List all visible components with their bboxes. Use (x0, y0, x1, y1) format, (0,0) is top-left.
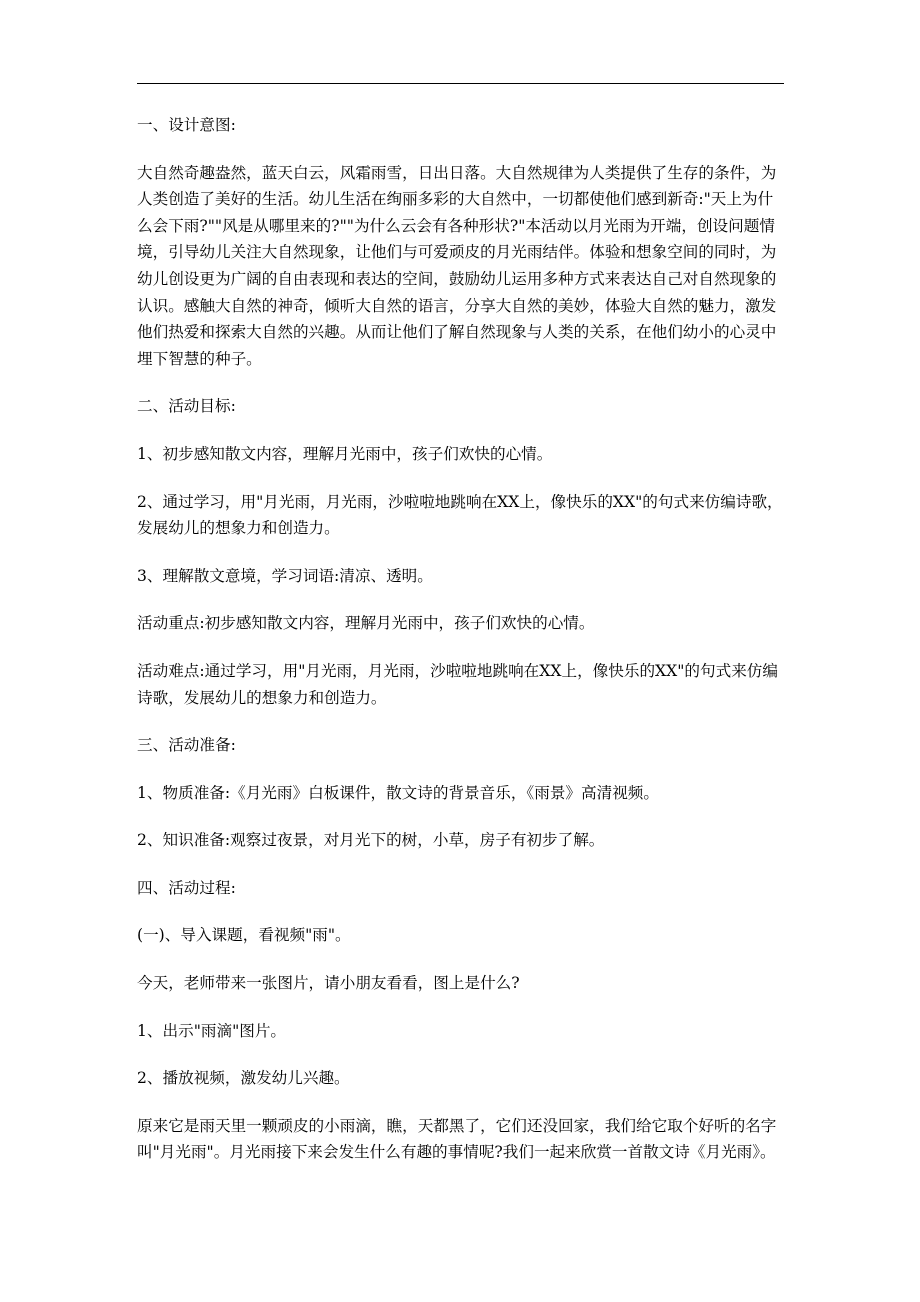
process-item-1: 1、出示"雨滴"图片。 (137, 1021, 287, 1040)
process-step-intro: (一)、导入课题，看视频"雨"。 (137, 926, 351, 945)
activity-key-point: 活动重点:初步感知散文内容，理解月光雨中，孩子们欢快的心情。 (137, 614, 595, 633)
preparation-item-1: 1、物质准备:《月光雨》白板课件，散文诗的背景音乐，《雨景》高清视频。 (137, 783, 659, 802)
paragraph-design-intent: 大自然奇趣盎然，蓝天白云，风霜雨雪，日出日落。大自然规律为人类提供了生存的条件，为人类创造了美好的生活。幼儿生活在绚丽多彩的大自然中，一切都使他们感到新奇:"天上为什么会下雨?""风是从哪里来的?""为什么云会有各种形状?"本活动以月光雨为开端，创设问题情境，引导幼儿关注大自然现象，让他们与可爱顽皮的月光雨结伴。体验和想象空间的同时，为幼儿创设更为广阔的自由表现和表达的空间，鼓励幼儿运用多种方式来表达自己对自然现象的认识。感触大自然的神奇，倾听大自然的语言，分享大自然的美妙，体验大自然的魅力，激发他们热爱和探索大自然的兴趣。从而让他们了解自然现象与人类的关系，在他们幼小的心灵中埋下智慧的种子。 (137, 163, 777, 368)
process-paragraph-moonlight-rain: 原来它是雨天里一颗顽皮的小雨滴，瞧，天都黑了，它们还没回家，我们给它取个好听的名字叫"月光雨"。月光雨接下来会发生什么有趣的事情呢?我们一起来欣赏一首散文诗《月光雨》。 (137, 1116, 777, 1162)
goal-item-1: 1、初步感知散文内容，理解月光雨中，孩子们欢快的心情。 (137, 444, 553, 463)
document-body (137, 112, 787, 1187)
activity-difficulty: 活动难点:通过学习，用"月光雨，月光雨，沙啦啦地跳响在XX上，像快乐的XX"的句式来仿编诗歌，发展幼儿的想象力和创造力。 (137, 661, 778, 707)
goal-item-2: 2、通过学习，用"月光雨，月光雨，沙啦啦地跳响在XX上，像快乐的XX"的句式来仿编诗歌，发展幼儿的想象力和创造力。 (137, 492, 783, 538)
preparation-item-2: 2、知识准备:观察过夜景，对月光下的树，小草，房子有初步了解。 (137, 831, 605, 850)
heading-activity-goals: 二、活动目标: (137, 397, 236, 416)
goal-item-3: 3、理解散文意境，学习词语:清凉、透明。 (137, 566, 433, 585)
header-rule (137, 83, 784, 84)
process-paragraph-today: 今天，老师带来一张图片，请小朋友看看，图上是什么? (137, 974, 520, 993)
process-item-2: 2、播放视频，激发幼儿兴趣。 (137, 1069, 350, 1088)
heading-activity-process: 四、活动过程: (137, 878, 236, 897)
heading-design-intent: 一、设计意图: (137, 116, 236, 134)
heading-activity-preparation: 三、活动准备: (137, 736, 236, 755)
